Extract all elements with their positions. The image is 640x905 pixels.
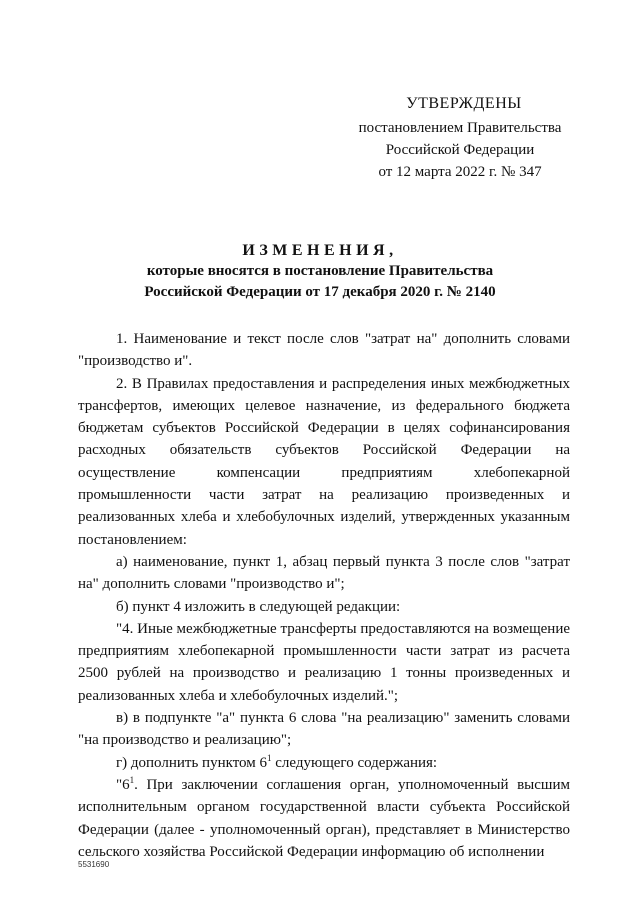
approval-stamp xyxy=(330,93,590,183)
paragraph-8-text: "6 xyxy=(116,776,130,793)
paragraph-7-text-end: следующего содержания: xyxy=(271,754,438,771)
document-body xyxy=(78,328,570,863)
paragraph-8 xyxy=(78,774,570,863)
paragraph-4: б) пункт 4 изложить в следующей редакции: xyxy=(116,598,401,615)
approval-heading: УТВЕРЖДЕНЫ xyxy=(406,95,522,112)
title-line-2: Российской Федерации от 17 декабря 2020 г. № 2140 xyxy=(144,284,496,300)
approval-line-2: Российской Федерации xyxy=(385,142,535,158)
paragraph-7-superscript: 1 xyxy=(267,752,272,763)
title-main: ИЗМЕНЕНИЯ, xyxy=(242,242,398,259)
paragraph-3: а) наименование, пункт 1, абзац первый пункта 3 после слов "затрат на" дополнить словами "производство и"; xyxy=(78,553,570,593)
paragraph-1: 1. Наименование и текст после слов "затрат на" дополнить словами "производство и". xyxy=(78,331,570,370)
paragraph-6: в) в подпункте "а" пункта 6 слова "на реализацию" заменить словами "на производство и реализацию"; xyxy=(78,710,570,749)
paragraph-7 xyxy=(78,752,570,774)
paragraph-8-text-end: . При заключении соглашения орган, уполномоченный высшим исполнительным органом государственной власти субъекта Российской Федерации (далее - уполномоченный орган), представляет в Министерство сельского хозяйства Российской Федерации информацию об исполнении xyxy=(78,776,570,860)
title-line-1: которые вносятся в постановление Правительства xyxy=(146,263,494,279)
paragraph-7-text: г) дополнить пунктом 6 xyxy=(116,754,268,771)
document-title xyxy=(80,240,560,303)
approval-line-3: от 12 марта 2022 г. № 347 xyxy=(378,164,542,180)
approval-line-1: постановлением Правительства xyxy=(358,120,562,136)
document-id: 5531690 xyxy=(78,860,110,869)
paragraph-8-superscript: 1 xyxy=(129,774,135,785)
paragraph-2: 2. В Правилах предоставления и распределения иных межбюджетных трансфертов, имеющих целевое назначение, из федерального бюджета бюджетам субъектов Российской Федерации в целях софинансирования расходных обязательств субъектов Российской Федерации на осуществление компенсации предприятиям хлебопекарной промышленности части затрат на реализацию произведенных и реализованных хлеба и хлебобулочных изделий, утвержденных указанным постановлением: xyxy=(78,375,570,548)
paragraph-5: "4. Иные межбюджетные трансферты предоставляются на возмещение предприятиям хлебопекарной промышленности части затрат из расчета 2500 рублей на производство и реализацию 1 тонны произведенных и реализованных хлеба и хлебобулочных изделий."; xyxy=(78,620,570,704)
